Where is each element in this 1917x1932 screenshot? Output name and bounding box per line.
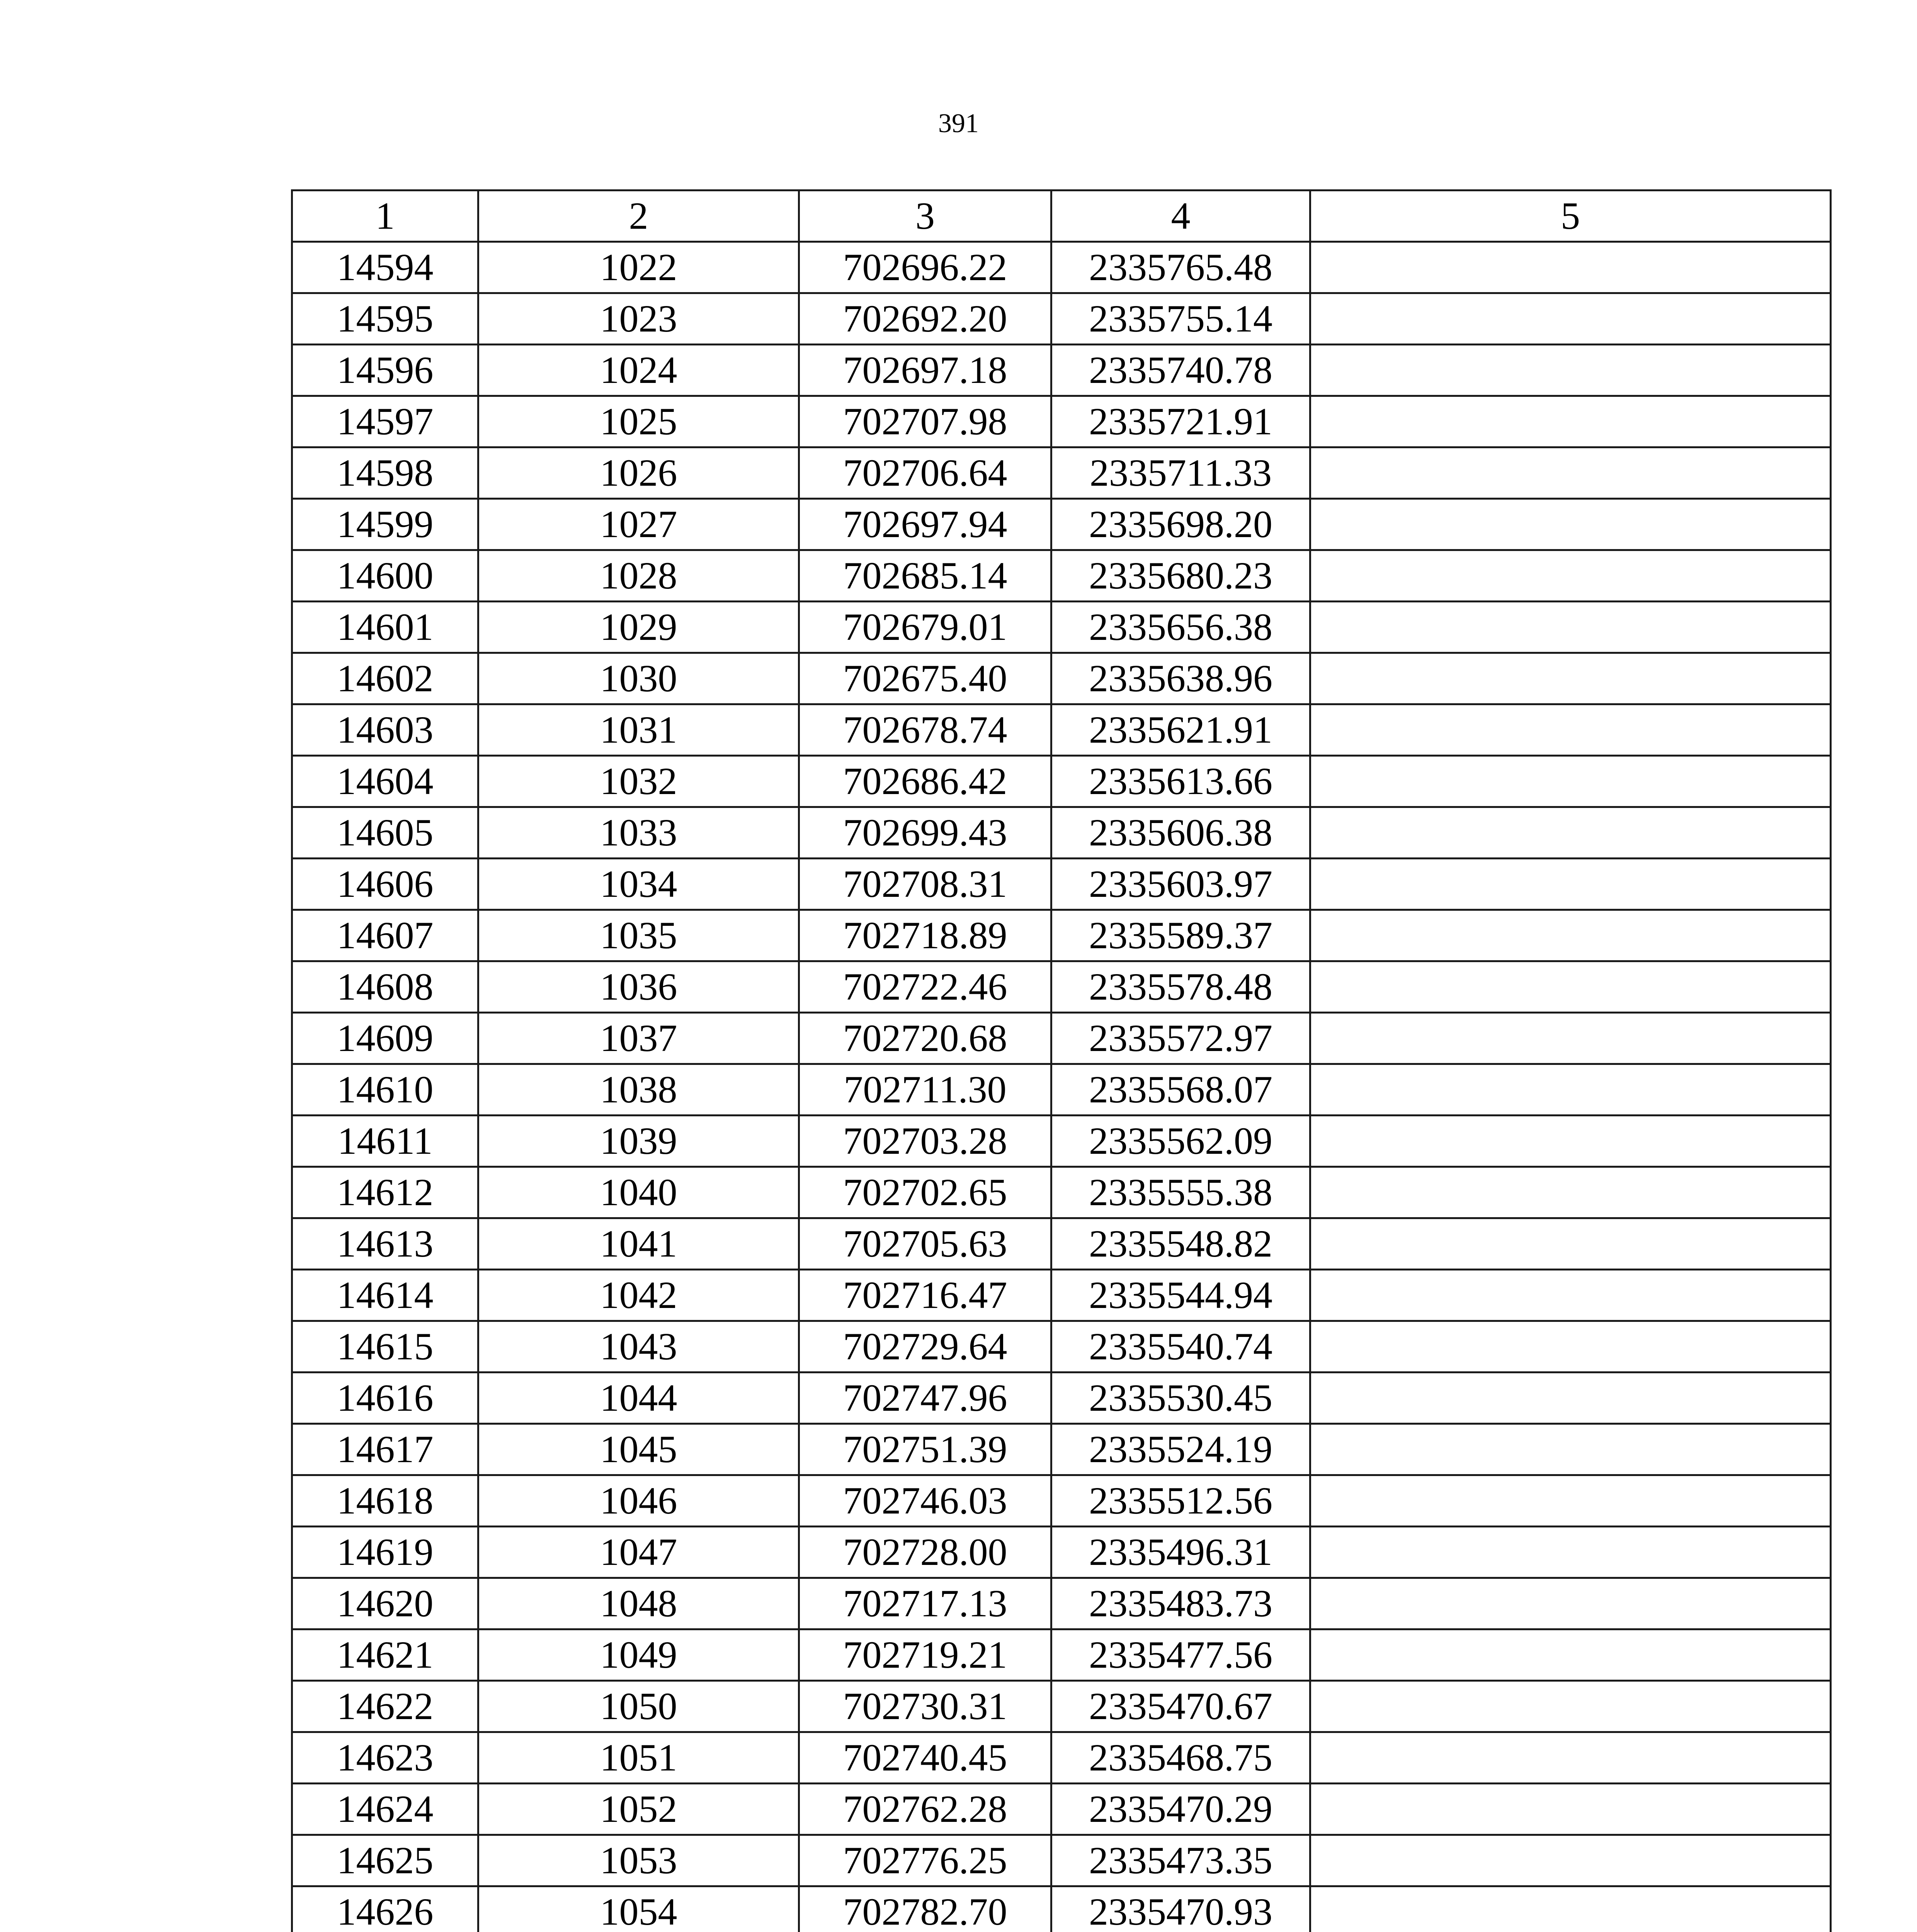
cell-point-id: 1054: [478, 1886, 799, 1932]
table-row: [292, 1167, 1831, 1218]
cell-note: [1310, 756, 1831, 807]
cell-x-coordinate: 702675.40: [799, 653, 1051, 704]
cell-x-coordinate: 702699.43: [799, 807, 1051, 859]
cell-x-coordinate: 702776.25: [799, 1835, 1051, 1886]
table-row: [292, 1681, 1831, 1732]
cell-number: 14605: [292, 807, 478, 859]
cell-x-coordinate: 702751.39: [799, 1424, 1051, 1475]
cell-note: [1310, 1321, 1831, 1372]
cell-point-id: 1046: [478, 1475, 799, 1527]
table-row: [292, 1013, 1831, 1064]
cell-note: [1310, 293, 1831, 345]
cell-y-coordinate: 2335711.33: [1051, 447, 1310, 499]
table-row: [292, 859, 1831, 910]
column-header-3: 3: [799, 190, 1051, 242]
table-row: [292, 1784, 1831, 1835]
table-row: [292, 1424, 1831, 1475]
cell-note: [1310, 1013, 1831, 1064]
table-row: [292, 1218, 1831, 1270]
cell-number: 14621: [292, 1629, 478, 1681]
cell-number: 14613: [292, 1218, 478, 1270]
cell-x-coordinate: 702719.21: [799, 1629, 1051, 1681]
cell-point-id: 1025: [478, 396, 799, 447]
cell-y-coordinate: 2335470.67: [1051, 1681, 1310, 1732]
cell-number: 14612: [292, 1167, 478, 1218]
cell-note: [1310, 1527, 1831, 1578]
cell-point-id: 1040: [478, 1167, 799, 1218]
cell-x-coordinate: 702728.00: [799, 1527, 1051, 1578]
cell-x-coordinate: 702697.94: [799, 499, 1051, 550]
cell-number: 14609: [292, 1013, 478, 1064]
cell-point-id: 1039: [478, 1116, 799, 1167]
cell-x-coordinate: 702708.31: [799, 859, 1051, 910]
table-row: [292, 499, 1831, 550]
cell-number: 14600: [292, 550, 478, 602]
cell-y-coordinate: 2335548.82: [1051, 1218, 1310, 1270]
cell-y-coordinate: 2335544.94: [1051, 1270, 1310, 1321]
table-body: [292, 242, 1831, 1932]
cell-y-coordinate: 2335496.31: [1051, 1527, 1310, 1578]
cell-x-coordinate: 702746.03: [799, 1475, 1051, 1527]
cell-y-coordinate: 2335755.14: [1051, 293, 1310, 345]
cell-y-coordinate: 2335470.29: [1051, 1784, 1310, 1835]
cell-x-coordinate: 702692.20: [799, 293, 1051, 345]
cell-x-coordinate: 702686.42: [799, 756, 1051, 807]
cell-number: 14625: [292, 1835, 478, 1886]
cell-note: [1310, 1578, 1831, 1629]
cell-note: [1310, 1681, 1831, 1732]
cell-note: [1310, 345, 1831, 396]
cell-number: 14622: [292, 1681, 478, 1732]
cell-point-id: 1035: [478, 910, 799, 961]
cell-point-id: 1024: [478, 345, 799, 396]
cell-number: 14626: [292, 1886, 478, 1932]
cell-y-coordinate: 2335621.91: [1051, 704, 1310, 756]
cell-x-coordinate: 702730.31: [799, 1681, 1051, 1732]
cell-note: [1310, 1116, 1831, 1167]
cell-point-id: 1023: [478, 293, 799, 345]
cell-point-id: 1036: [478, 961, 799, 1013]
cell-x-coordinate: 702716.47: [799, 1270, 1051, 1321]
cell-y-coordinate: 2335578.48: [1051, 961, 1310, 1013]
cell-y-coordinate: 2335477.56: [1051, 1629, 1310, 1681]
cell-point-id: 1037: [478, 1013, 799, 1064]
cell-note: [1310, 602, 1831, 653]
cell-x-coordinate: 702720.68: [799, 1013, 1051, 1064]
cell-y-coordinate: 2335530.45: [1051, 1372, 1310, 1424]
cell-note: [1310, 1167, 1831, 1218]
column-header-1: 1: [292, 190, 478, 242]
table-row: [292, 756, 1831, 807]
cell-y-coordinate: 2335698.20: [1051, 499, 1310, 550]
cell-number: 14594: [292, 242, 478, 293]
cell-point-id: 1042: [478, 1270, 799, 1321]
cell-number: 14597: [292, 396, 478, 447]
cell-number: 14598: [292, 447, 478, 499]
cell-x-coordinate: 702702.65: [799, 1167, 1051, 1218]
cell-point-id: 1044: [478, 1372, 799, 1424]
cell-y-coordinate: 2335468.75: [1051, 1732, 1310, 1784]
cell-x-coordinate: 702707.98: [799, 396, 1051, 447]
cell-x-coordinate: 702696.22: [799, 242, 1051, 293]
table-row: [292, 447, 1831, 499]
table-row: [292, 1629, 1831, 1681]
cell-y-coordinate: 2335568.07: [1051, 1064, 1310, 1116]
cell-note: [1310, 1372, 1831, 1424]
cell-y-coordinate: 2335721.91: [1051, 396, 1310, 447]
table-row: [292, 807, 1831, 859]
cell-point-id: 1027: [478, 499, 799, 550]
cell-y-coordinate: 2335470.93: [1051, 1886, 1310, 1932]
cell-note: [1310, 1835, 1831, 1886]
cell-x-coordinate: 702711.30: [799, 1064, 1051, 1116]
cell-point-id: 1051: [478, 1732, 799, 1784]
cell-number: 14616: [292, 1372, 478, 1424]
cell-number: 14604: [292, 756, 478, 807]
cell-number: 14614: [292, 1270, 478, 1321]
coordinates-table: [291, 189, 1832, 1932]
cell-point-id: 1032: [478, 756, 799, 807]
cell-number: 14603: [292, 704, 478, 756]
cell-number: 14618: [292, 1475, 478, 1527]
cell-y-coordinate: 2335765.48: [1051, 242, 1310, 293]
cell-y-coordinate: 2335589.37: [1051, 910, 1310, 961]
cell-y-coordinate: 2335680.23: [1051, 550, 1310, 602]
table-row: [292, 345, 1831, 396]
cell-number: 14611: [292, 1116, 478, 1167]
table-row: [292, 1064, 1831, 1116]
cell-y-coordinate: 2335473.35: [1051, 1835, 1310, 1886]
cell-note: [1310, 1886, 1831, 1932]
cell-note: [1310, 1218, 1831, 1270]
cell-note: [1310, 961, 1831, 1013]
page-number: 391: [938, 109, 979, 138]
cell-point-id: 1045: [478, 1424, 799, 1475]
cell-y-coordinate: 2335555.38: [1051, 1167, 1310, 1218]
cell-number: 14596: [292, 345, 478, 396]
cell-note: [1310, 550, 1831, 602]
cell-point-id: 1052: [478, 1784, 799, 1835]
cell-point-id: 1031: [478, 704, 799, 756]
cell-number: 14599: [292, 499, 478, 550]
cell-x-coordinate: 702717.13: [799, 1578, 1051, 1629]
cell-x-coordinate: 702705.63: [799, 1218, 1051, 1270]
cell-point-id: 1026: [478, 447, 799, 499]
table-row: [292, 242, 1831, 293]
cell-x-coordinate: 702678.74: [799, 704, 1051, 756]
cell-point-id: 1049: [478, 1629, 799, 1681]
cell-x-coordinate: 702722.46: [799, 961, 1051, 1013]
table-row: [292, 550, 1831, 602]
table-row: [292, 1372, 1831, 1424]
cell-note: [1310, 499, 1831, 550]
cell-number: 14624: [292, 1784, 478, 1835]
cell-note: [1310, 242, 1831, 293]
cell-x-coordinate: 702782.70: [799, 1886, 1051, 1932]
cell-x-coordinate: 702762.28: [799, 1784, 1051, 1835]
cell-x-coordinate: 702729.64: [799, 1321, 1051, 1372]
cell-y-coordinate: 2335562.09: [1051, 1116, 1310, 1167]
table-row: [292, 1732, 1831, 1784]
table-row: [292, 1321, 1831, 1372]
cell-number: 14606: [292, 859, 478, 910]
cell-point-id: 1041: [478, 1218, 799, 1270]
cell-x-coordinate: 702747.96: [799, 1372, 1051, 1424]
header-row: [292, 190, 1831, 242]
cell-note: [1310, 653, 1831, 704]
cell-number: 14595: [292, 293, 478, 345]
cell-note: [1310, 859, 1831, 910]
cell-number: 14607: [292, 910, 478, 961]
cell-point-id: 1028: [478, 550, 799, 602]
table-row: [292, 704, 1831, 756]
cell-y-coordinate: 2335606.38: [1051, 807, 1310, 859]
cell-point-id: 1053: [478, 1835, 799, 1886]
table-row: [292, 602, 1831, 653]
table-row: [292, 1886, 1831, 1932]
cell-point-id: 1048: [478, 1578, 799, 1629]
cell-note: [1310, 447, 1831, 499]
table-row: [292, 1475, 1831, 1527]
table-row: [292, 1578, 1831, 1629]
cell-note: [1310, 1784, 1831, 1835]
cell-note: [1310, 1475, 1831, 1527]
cell-number: 14623: [292, 1732, 478, 1784]
cell-x-coordinate: 702740.45: [799, 1732, 1051, 1784]
cell-note: [1310, 807, 1831, 859]
cell-note: [1310, 1629, 1831, 1681]
cell-point-id: 1034: [478, 859, 799, 910]
cell-x-coordinate: 702697.18: [799, 345, 1051, 396]
table-row: [292, 910, 1831, 961]
table-header: [292, 190, 1831, 242]
table-row: [292, 961, 1831, 1013]
table-row: [292, 396, 1831, 447]
cell-y-coordinate: 2335572.97: [1051, 1013, 1310, 1064]
cell-number: 14602: [292, 653, 478, 704]
cell-number: 14619: [292, 1527, 478, 1578]
cell-y-coordinate: 2335540.74: [1051, 1321, 1310, 1372]
table-row: [292, 653, 1831, 704]
cell-number: 14610: [292, 1064, 478, 1116]
cell-point-id: 1030: [478, 653, 799, 704]
table-row: [292, 1835, 1831, 1886]
cell-number: 14601: [292, 602, 478, 653]
cell-point-id: 1043: [478, 1321, 799, 1372]
cell-number: 14620: [292, 1578, 478, 1629]
column-header-2: 2: [478, 190, 799, 242]
cell-note: [1310, 1064, 1831, 1116]
cell-note: [1310, 1424, 1831, 1475]
cell-x-coordinate: 702685.14: [799, 550, 1051, 602]
column-header-4: 4: [1051, 190, 1310, 242]
column-header-5: 5: [1310, 190, 1831, 242]
cell-point-id: 1033: [478, 807, 799, 859]
table-row: [292, 1116, 1831, 1167]
cell-y-coordinate: 2335638.96: [1051, 653, 1310, 704]
cell-note: [1310, 396, 1831, 447]
cell-x-coordinate: 702706.64: [799, 447, 1051, 499]
cell-note: [1310, 1270, 1831, 1321]
cell-y-coordinate: 2335740.78: [1051, 345, 1310, 396]
cell-point-id: 1022: [478, 242, 799, 293]
cell-y-coordinate: 2335524.19: [1051, 1424, 1310, 1475]
cell-number: 14615: [292, 1321, 478, 1372]
cell-y-coordinate: 2335483.73: [1051, 1578, 1310, 1629]
cell-y-coordinate: 2335656.38: [1051, 602, 1310, 653]
cell-number: 14617: [292, 1424, 478, 1475]
cell-point-id: 1029: [478, 602, 799, 653]
cell-y-coordinate: 2335603.97: [1051, 859, 1310, 910]
cell-note: [1310, 704, 1831, 756]
cell-point-id: 1050: [478, 1681, 799, 1732]
cell-number: 14608: [292, 961, 478, 1013]
cell-y-coordinate: 2335613.66: [1051, 756, 1310, 807]
table-row: [292, 293, 1831, 345]
cell-point-id: 1038: [478, 1064, 799, 1116]
table-row: [292, 1527, 1831, 1578]
table-row: [292, 1270, 1831, 1321]
cell-x-coordinate: 702703.28: [799, 1116, 1051, 1167]
cell-x-coordinate: 702679.01: [799, 602, 1051, 653]
cell-y-coordinate: 2335512.56: [1051, 1475, 1310, 1527]
cell-note: [1310, 1732, 1831, 1784]
cell-x-coordinate: 702718.89: [799, 910, 1051, 961]
cell-note: [1310, 910, 1831, 961]
cell-point-id: 1047: [478, 1527, 799, 1578]
